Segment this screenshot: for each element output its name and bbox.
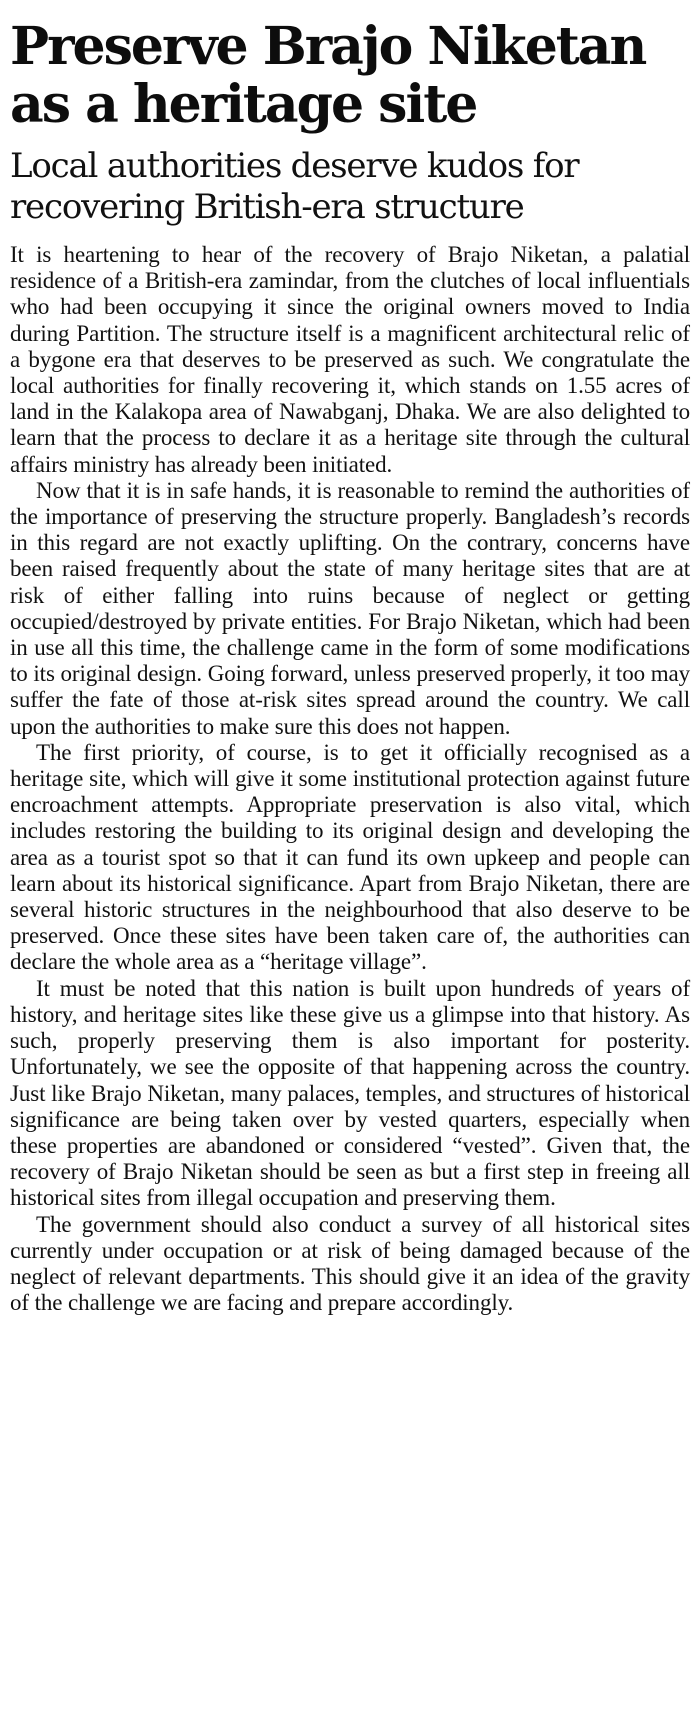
- paragraph-3: The first priority, of course, is to get it officially recognised as a heritage site, which will give it some institutional protection against future encroachment attempts. Appropriate preservation is also vital, which includes restoring the building to its original design and developing the area as a tourist spot so that it can fund its own upkeep and people can learn about its historical significance. Apart from Brajo Niketan, there are several historic structures in the neighbourhood that also deserve to be preserved. Once these sites have been taken care of, the authorities can declare the whole area as a “heritage village”.: [10, 739, 690, 975]
- paragraph-4: It must be noted that this nation is built upon hundreds of years of history, and heritage sites like these give us a glimpse into that history. As such, properly preserving them is also important for posterity. Unfortunately, we see the opposite of that happening across the country. Just like Brajo Niketan, many palaces, temples, and structures of historical significance are being taken over by vested quarters, especially when these properties are abandoned or considered “vested”. Given that, the recovery of Brajo Niketan should be seen as but a first step in freeing all historical sites from illegal occupation and preserving them.: [10, 975, 690, 1211]
- paragraph-5: The government should also conduct a survey of all historical sites currently under occupation or at risk of being damaged because of the neglect of relevant departments. This should give it an idea of the gravity of the challenge we are facing and prepare accordingly.: [10, 1211, 690, 1316]
- paragraph-1: It is heartening to hear of the recovery of Brajo Niketan, a palatial residence of a British-era zamindar, from the clutches of local influentials who had been occupying it since the original owners moved to India during Partition. The structure itself is a magnificent architectural relic of a bygone era that deserves to be preserved as such. We congratulate the local authorities for finally recovering it, which stands on 1.55 acres of land in the Kalakopa area of Nawabganj, Dhaka. We are also delighted to learn that the process to declare it as a heritage site through the cultural affairs ministry has already been initiated.: [10, 242, 690, 477]
- paragraph-2: Now that it is in safe hands, it is reasonable to remind the authorities of the importance of preserving the structure properly. Bangladesh’s records in this regard are not exactly uplifting. On the contrary, concerns have been raised frequently about the state of many heritage sites that are at risk of either falling into ruins because of neglect or getting occupied/destroyed by private entities. For Brajo Niketan, which had been in use all this time, the challenge came in the form of some modifications to its original design. Going forward, unless preserved properly, it too may suffer the fate of those at-risk sites spread around the country. We call upon the authorities to make sure this does not happen.: [10, 477, 690, 739]
- article-body: [10, 242, 690, 1316]
- subheadline: Local authorities deserve kudos for recovering British-era structure: [10, 146, 579, 227]
- headline: Preserve Brajo Niketan as a heritage site: [10, 16, 646, 135]
